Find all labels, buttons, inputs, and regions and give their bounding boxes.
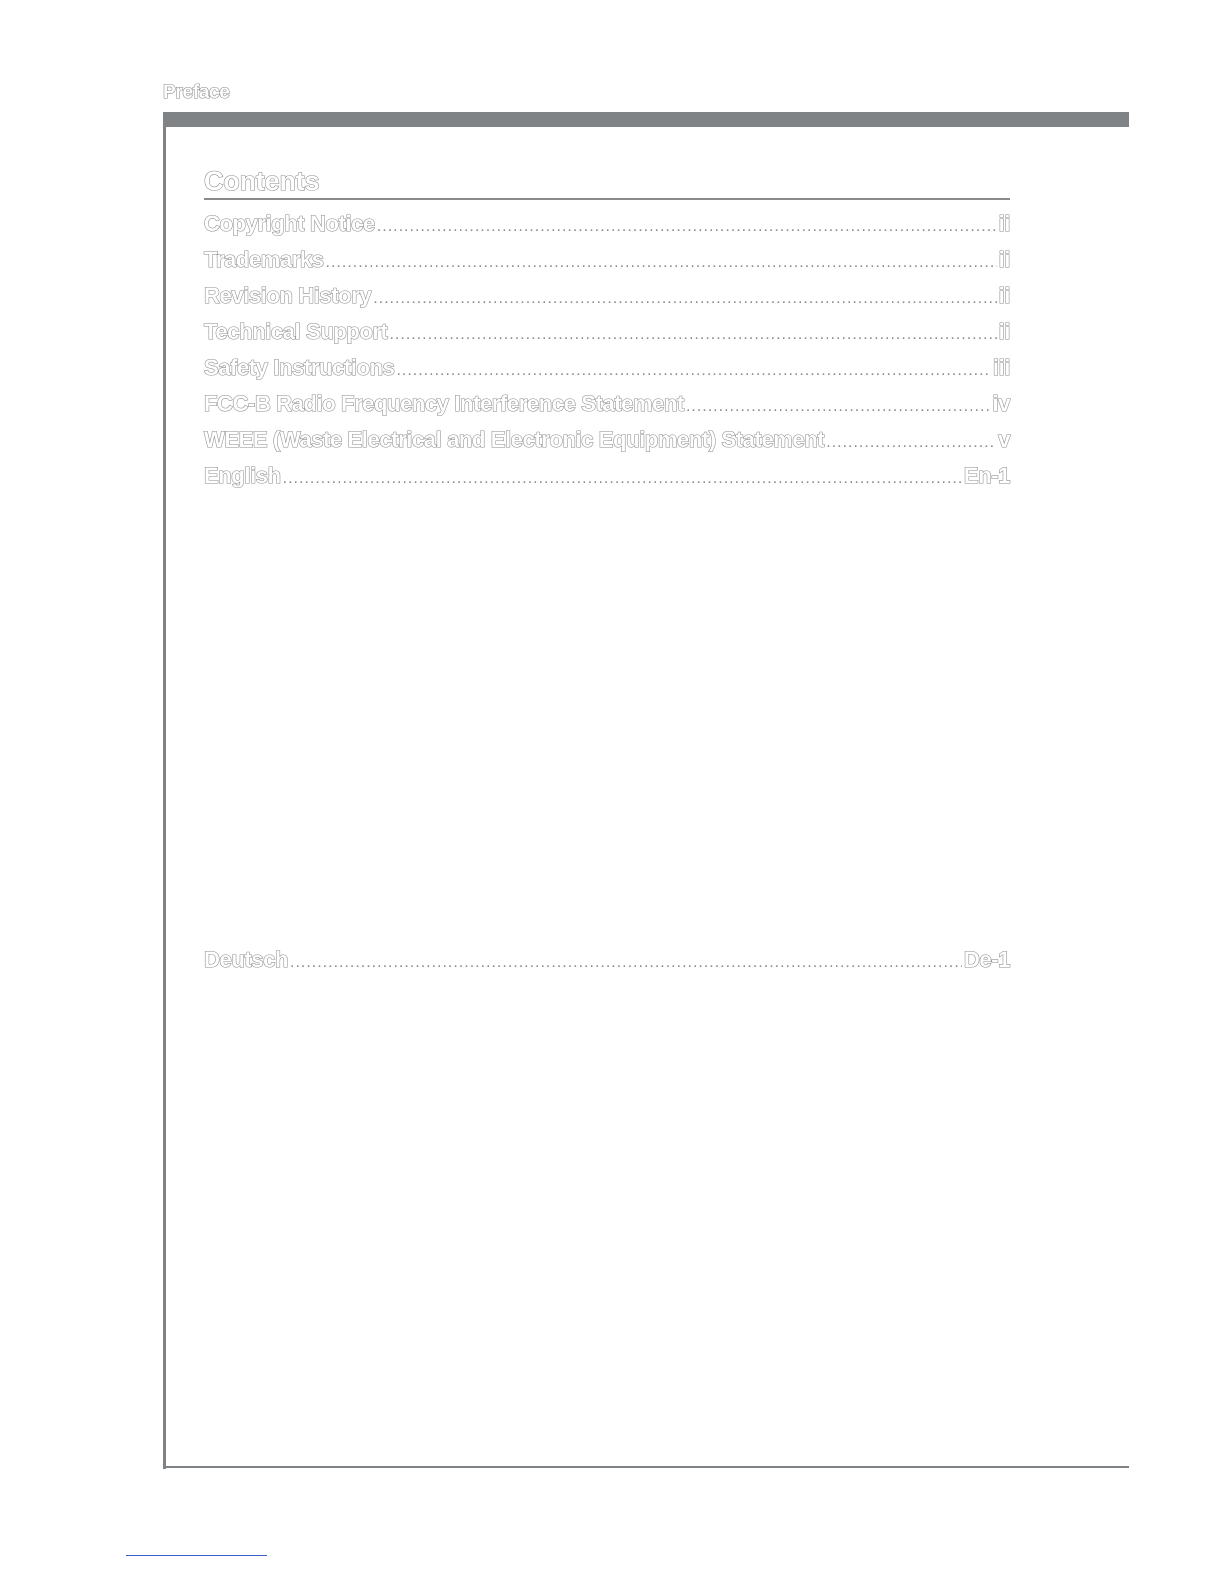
toc-leader-dots xyxy=(686,389,990,425)
toc-leader-dots xyxy=(326,245,997,281)
toc-entry-fcc-statement[interactable] xyxy=(204,386,1010,422)
toc-entry-page: De-1 xyxy=(963,947,1010,972)
toc-entry-label: Revision History xyxy=(204,283,372,308)
toc-title: Contents xyxy=(204,164,1010,200)
toc-entry-page: ii xyxy=(998,247,1010,272)
toc-entry-deutsch[interactable] xyxy=(204,942,1010,978)
toc-entry-page: ii xyxy=(998,211,1010,236)
toc-entry-copyright-notice[interactable] xyxy=(204,206,1010,242)
toc-entry-english[interactable] xyxy=(204,458,1010,494)
toc-entry-page: ii xyxy=(998,319,1010,344)
toc-entry-page: ii xyxy=(998,283,1010,308)
toc-entry-label: FCC-B Radio Frequency Interference Statement xyxy=(204,391,684,416)
toc-leader-dots xyxy=(389,317,996,353)
toc-leader-dots xyxy=(377,209,997,245)
toc-leader-dots xyxy=(290,945,962,981)
toc-entry-page: En-1 xyxy=(963,463,1010,488)
bottom-rule xyxy=(163,1466,1129,1468)
toc-entry-label: English xyxy=(204,463,281,488)
toc-entry-label: Trademarks xyxy=(204,247,324,272)
table-of-contents xyxy=(204,164,1010,978)
toc-leader-dots xyxy=(396,353,990,389)
toc-leader-dots xyxy=(826,425,996,461)
toc-leader-dots xyxy=(283,461,962,497)
toc-leader-dots xyxy=(373,281,996,317)
toc-entry-trademarks[interactable] xyxy=(204,242,1010,278)
toc-entry-label: Copyright Notice xyxy=(204,211,375,236)
toc-entry-page: iii xyxy=(992,355,1010,380)
toc-entry-label: WEEE (Waste Electrical and Electronic Equipment) Statement xyxy=(204,427,825,452)
toc-entry-technical-support[interactable] xyxy=(204,314,1010,350)
toc-entry-label: Technical Support xyxy=(204,319,388,344)
header-bar xyxy=(163,112,1129,127)
toc-entry-page: iv xyxy=(992,391,1010,416)
left-margin-rule xyxy=(163,112,166,1469)
toc-entry-label: Safety Instructions xyxy=(204,355,395,380)
toc-entry-safety-instructions[interactable] xyxy=(204,350,1010,386)
toc-entry-weee-statement[interactable] xyxy=(204,422,1010,458)
toc-entry-label: Deutsch xyxy=(204,947,288,972)
toc-entry-page: v xyxy=(998,427,1010,452)
footer-link-underline xyxy=(126,1555,267,1556)
toc-entry-revision-history[interactable] xyxy=(204,278,1010,314)
page-section-label: Preface xyxy=(163,82,230,103)
